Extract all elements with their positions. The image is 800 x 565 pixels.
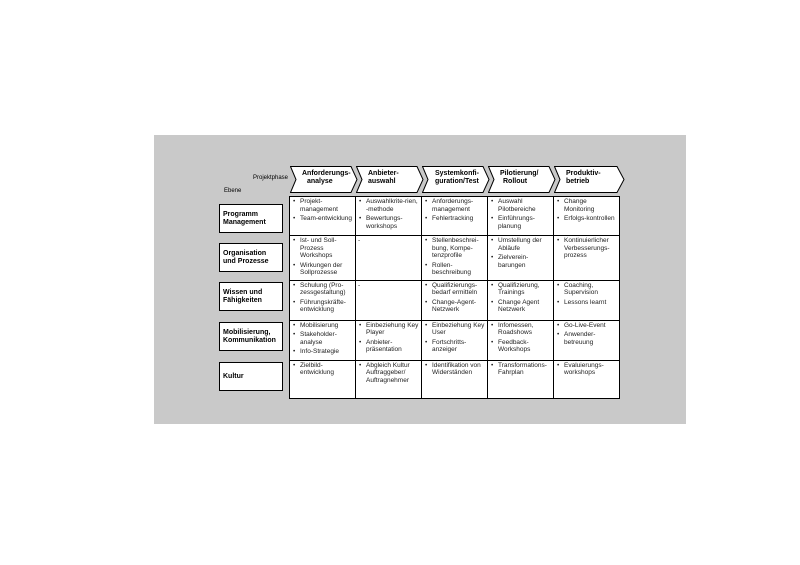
level-label-mobilisierung: Mobilisierung, Kommunikation <box>219 322 283 351</box>
phase-chevron-3: Systemkonfi- guration/Test <box>422 166 490 193</box>
phase-axis-label: Projektphase <box>253 175 289 181</box>
matrix-cell: • Projekt-management • Team-entwicklung <box>290 197 356 236</box>
matrix-cell: • Identifikation von Widerständen <box>422 360 488 398</box>
matrix-cell: • Schulung (Pro-zessgestaltung) • Führungskräfte-entwicklung <box>290 280 356 320</box>
matrix-cell: - <box>356 236 422 281</box>
level-label-programm-management: Programm Management <box>219 204 283 233</box>
matrix-cell: - <box>356 280 422 320</box>
matrix-cell: • Einbeziehung Key Player • Anbieter-präsentation <box>356 320 422 360</box>
matrix-cell: • Qualifizierung, Trainings • Change Agent Netzwerk <box>488 280 554 320</box>
matrix-cell: • Auswahl Pilotbereiche • Einführungs-planung <box>488 197 554 236</box>
matrix-cell: • Umstellung der Abläufe • Zielverein-barungen <box>488 236 554 281</box>
matrix-cell: • Einbeziehung Key User • Fortschritts-anzeiger <box>422 320 488 360</box>
phase-chevron-1: Anforderungs- analyse <box>290 166 358 193</box>
phase-chevron-4: Pilotierung/ Rollout <box>488 166 556 193</box>
matrix-cell: • Qualifizierungs-bedarf ermitteln • Change-Agent-Netzwerk <box>422 280 488 320</box>
matrix-cell: • Transformations-Fahrplan <box>488 360 554 398</box>
phase-chevron-2: Anbieter- auswahl <box>356 166 424 193</box>
activity-matrix <box>289 196 620 399</box>
matrix-cell: • Anforderungs-management • Fehlertracking <box>422 197 488 236</box>
level-label-wissen: Wissen und Fähigkeiten <box>219 282 283 311</box>
matrix-cell: • Zielbild-entwicklung <box>290 360 356 398</box>
matrix-cell: • Go-Live-Event • Anwender-betreuung <box>554 320 620 360</box>
matrix-cell: • Abgleich Kultur Auftraggeber/ Auftragnehmer <box>356 360 422 398</box>
matrix-cell: • Evaluierungs-workshops <box>554 360 620 398</box>
matrix-cell: • Kontinuierlicher Verbesserungs-prozess <box>554 236 620 281</box>
level-axis-label: Ebene <box>224 188 242 194</box>
matrix-cell: • Auswahlkrite-rien, -methode • Bewertungs-workshops <box>356 197 422 236</box>
matrix-cell: • Infomessen, Roadshows • Feedback-Workshops <box>488 320 554 360</box>
level-label-organisation: Organisation und Prozesse <box>219 243 283 272</box>
matrix-cell: • Mobilisierung • Stakeholder-analyse • Info-Strategie <box>290 320 356 360</box>
matrix-cell: • Coaching, Supervision • Lessons learnt <box>554 280 620 320</box>
phase-chevron-5: Produktiv- betrieb <box>554 166 625 193</box>
level-label-kultur: Kultur <box>219 362 283 391</box>
matrix-cell: • Change Monitoring • Erfolgs-kontrollen <box>554 197 620 236</box>
matrix-cell: • Ist- und Soll-Prozess Workshops • Wirkungen der Sollprozesse <box>290 236 356 281</box>
matrix-cell: • Stellenbeschrei-bung, Kompe-tenzprofile • Rollen-beschreibung <box>422 236 488 281</box>
